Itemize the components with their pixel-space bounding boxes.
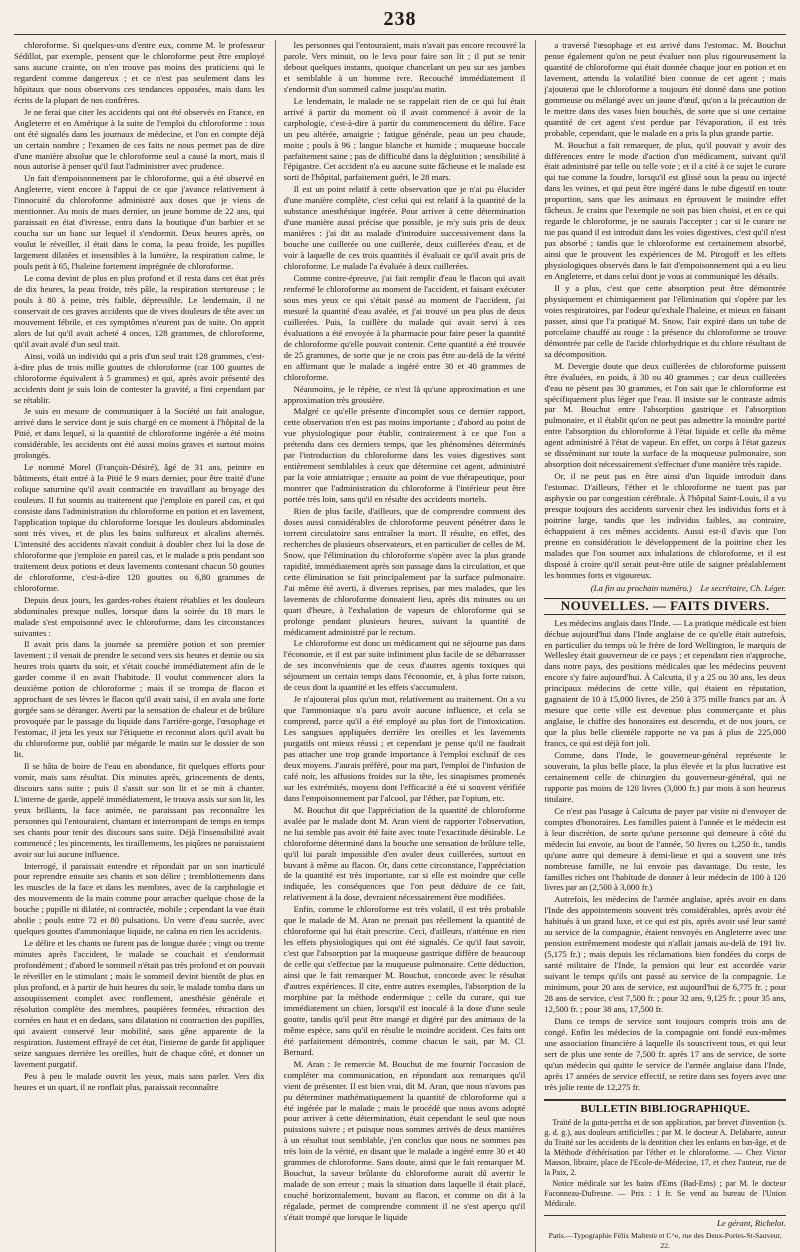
bibliography-title: BULLETIN BIBLIOGRAPHIQUE. xyxy=(544,1099,786,1115)
paragraph: Je n'ajouterai plus qu'un mot, relativement au traitement. On a vu que l'ammoniaque n'a paru avoir aucune influence, et cela se comprend, parce qu'il a été employé au plus fort de l'intoxication. Les sangsues appliquées derrière les oreilles et les lavements purgatifs ont mieux réussi ; et cependant je pense qu'il ne faudrait pas attacher une trop grande importance à l'emploi exclusif de ces deux moyens. J'aurais préféré, pour ma part, l'emploi de l'infusion de café noir, les affusions froides sur la tête, les sinapismes promenés sur les extrémités, moyens dont l'efficacité a été si souvent vérifiée dans l'empoisonnement par l'alcool, par l'éther, par l'opium, etc. xyxy=(284,694,526,804)
paragraph: Malgré ce qu'elle présente d'incomplet sous ce dernier rapport, cette observation n'en est pas moins importante ; d'abord au point de vue physiologique pour établir, contrairement à ce que l'on a prétendu dans ces derniers temps, que les phénomènes déterminés par l'introduction du chloroforme dans les voies digestives sont entièrement semblables à ceux que détermine cet agent, administré par la voie atmiatrique ; ensuite au point de vue thérapeutique, pour montrer que l'administration du chloroforme à l'intérieur peut être portée très loin, sans qu'il en résulte des accidents mortels. xyxy=(284,406,526,505)
section-title: NOUVELLES. — FAITS DIVERS. xyxy=(544,598,786,615)
secretary-signature: Le secrétaire, Ch. Léger. xyxy=(700,583,786,593)
paragraph: a traversé l'œsophage et est arrivé dans l'estomac. M. Bouchut pense également qu'on ne peut évaluer non plus rigoureusement la quantité de chloroforme qui était donnée chaque jour en potion et en lavement, attendu la volatilité bien connue de cet agent ; mais j'ajouterai que le chloroforme a toujours été donné dans une potion gommeuse ou mélangé avec un jaune d'œuf, qu'on a la précaution de le mettre dans des vases bien bouchés, de sorte que si une certaine quantité de cet agent s'est perdue par l'évaporation, il est très probable, cependant, que le malade en a pris la plus grande partie. xyxy=(544,40,786,139)
printer-line: Paris.—Typographie Félix Malteste et C^e, rue des Deux-Portes-St-Sauveur, 22. xyxy=(544,1231,786,1252)
news-paragraph: Comme, dans l'Inde, le gouverneur-général représente le souverain, la plus belle place, la plus élevée et la plus lucrative est certainement celle de chirurgien du gouverneur-général, qui ne rapporte pas moins de 120 livres (3,000 fr.) par mois à son heureux titulaire. xyxy=(544,750,786,805)
paragraph: M. Bouchut dit que l'appréciation de la quantité de chloroforme avalée par le malade dont M. Aran vient de rapporter l'observation, ne lui semble pas avoir été faite avec toute l'exactitude désirable. Le chloroforme déterminé dans la bouche une sensation de brûlure telle, qu'il lui paraît impossible d'en avaler deux cuillerées, surtout en buvant à même au flacon. Or, dans cette circonstance, l'appréciation de la quantité est très importante, car si elle est moindre que celle indiquée, les conséquences que l'on peut déduire de ce fait, relativement à la dose, devraient nécessairement être modifiées. xyxy=(284,805,526,904)
article-columns xyxy=(14,40,786,1078)
news-paragraph: Ce n'est pas l'usage à Calcutta de payer par visite ni d'envoyer de comptes d'honoraires. Les familles paient à l'année et le médecin est à leur discrétion, de sorte qu'une personne qui demeure à côté du médecin lui envoie, au bout de l'année, 50 livres ou 1,250 fr., tandis qu'une autre qui demeure à demi-lieue et qui a souvent une très nombreuse famille, ne lui envoie pas davantage. Du reste, les familles riches ont l'habitude de donner à leur médecin de 100 à 120 livres par an (2,500 à 3,000 fr.) xyxy=(544,806,786,894)
header-rule xyxy=(14,34,786,35)
paragraph: Un fait d'empoisonnement par le chloroforme, qui a été observé en Angleterre, vient encore à l'appui de ce que j'avance relativement à l'innocuité du chloroforme administré aux doses que je viens de mentionner. Au mois de mars dernier, un jeune homme de 22 ans, qui paraissait en état d'ivresse, entra dans la boutique d'un barbier et se coucha sur un banc sur lequel il s'endormit. Deux heures après, on voulut le réveiller, il était dans le coma, la peau froide, les pupilles largement dilatées et insensibles à la lumière, la respiration calme, le pouls petit à 65, l'haleine fortement imprégnée de chloroforme. xyxy=(14,173,265,272)
paragraph: Rien de plus facile, d'ailleurs, que de comprendre comment des doses aussi considérables de chloroforme peuvent pénétrer dans le torrent circulatoire sans entraîner la mort. Il résulte, en effet, des recherches de plusieurs observateurs, et en particulier de celles de M. Snow, que l'élimination du chloroforme s'opère avec la plus grande rapidité, immédiatement après son passage dans la circulation, et que cette élimination se fait principalement par la surface pulmonaire. J'ai même été averti, à diverses reprises, par mes malades, que les lavements de chloroforme donnaient lieu, après dix minutes ou un quart d'heure, à l'exhalation de vapeurs de chloroforme qui se prolonge pendant plusieurs heures, suivant la quantité de médicament administré par le rectum. xyxy=(284,506,526,637)
bibliography-entry: Notice médicale sur les bains d'Ems (Bad-Ems) ; par M. le docteur Faconneau-Dufresne. — Prix : 1 fr. Se vend au bureau de l'Union Médicale. xyxy=(544,1179,786,1209)
paragraph: chloroforme. Si quelques-uns d'entre eux, comme M. le professeur Sédillot, par exemple, pensent que le chloroforme peut être employé sans aucune crainte, on n'en trouve pas moins des praticiens qui le regardent comme dangereux ; et ce n'est pas seulement dans les hôpitaux que nous observons ces tendances opposées, mais dans les écrits de la plupart de nos confrères. xyxy=(14,40,265,106)
paragraph: Interrogé, il paraissait entendre et répondait par un son inarticulé pour reprendre ensuite ses chants et son délire ; tremblottements dans les muscles de la face et dans les membres, avec de la carphologie et des mouvements de la main comme pour arracher quelque chose de la bouche ; pupille ni dilatée, ni contractée, mobile ; cependant la vue était abolie ; pouls entre 72 et 80 pulsations. Un verre d'eau sucrée, avec quelques gouttes d'ammoniaque liquide, ne calma en rien les accidents. xyxy=(14,861,265,938)
paragraph: Il est un point relatif à cette observation que je n'ai pu élucider d'une manière complète, c'est celui qui est relatif à la quantité de la substance anesthésique ingérée. Pour arriver à cette détermination d'une manière aussi précise que possible, je m'y suis pris de deux manières : j'ai dit au malade d'introduire successivement dans la bouche une cuillerée ou une cuillerée, deux cuillerées d'eau, et de voir à laquelle de ces trois quantités il évaluait ce qu'il avait pris de chloroforme. Le malade l'a évaluée à deux cuillerées. xyxy=(284,184,526,272)
paragraph: Enfin, comme le chloroforme est très volatil, il est très probable que le malade de M. Aran ne prenait pas réellement la quantité de chloroforme qui lui était prescrite. Ceci, d'ailleurs, n'atténue en rien les effets physiologiques qui ont été signalés. Ce qu'il faut savoir, c'est que l'absorption par la muqueuse gastrique diffère de beaucoup de celle qui s'effectue par la muqueuse pulmonaire. Cette déduction, ainsi que le fait remarquer M. Bouchut, concorde avec le résultat d'autres expériences. Il cite, entre autres exemples, l'absorption de la morphine par la méthode endermique ; celle du curare, qui tue immédiatement un chien, lorsqu'il est inoculé à la dose d'une seule goutte, tandis qu'il peut être mangé et digéré par des animaux de la même espèce, sans qu'il en résulte le moindre accident. Ces faits ont été parfaitement démontrés, comme chacun le sait, par M. Cl. Bernard. xyxy=(284,904,526,1057)
column-3 xyxy=(535,40,786,1252)
paragraph: Ainsi, voilà un individu qui a pris d'un seul trait 128 grammes, c'est-à-dire plus de trois mille gouttes de chloroforme (car 100 gouttes de chloroforme équivalent à 5 grammes) et qui, après avoir présenté des accidents dont je suis loin de contester la gravité, a fini cependant par se rétablir. xyxy=(14,351,265,406)
news-paragraph: Autrefois, les médecins de l'armée anglaise, après avoir en dans l'Inde des appointements souvent très considérables, après avoir été habitués à un grand luxe, et ce qui est pis, après avoir usé leur santé au service de la compagnie, étaient renvoyés en Angleterre avec une pension extrêmement modeste qui n'allait jamais au-delà de 191 liv. (5,175 fr.) ; mais depuis les réclamations bien fondées du corps de santé militaire de l'Inde, la pension qui leur est accordée varie suivant le temps qu'ils ont passé au service de la compagnie. Le minimum, pour 20 ans de service, est aujourd'hui de 6,775 fr. ; pour 28 ans de service, c'est 7,500 fr. ; pour 32 ans, 9,125 fr. ; pour 35 ans, 12,500 fr. ; pour 38 ans, 17,500 fr. xyxy=(544,894,786,1014)
paragraph: M. Aran : Je remercie M. Bouchut de me fournir l'occasion de compléter ma communication, en répondant aux remarques qu'il vient de présenter. Il est bien vrai, dit M. Aran, que nous n'avons pas pu déterminer mathématiquement la quantité de chloroforme qui a été ingérée par le malade ; mais le procédé que nous avons adopté pour arriver à cette détermination, était cependant le seul que nous puissions suivre ; et puisque nous sommes arrivés de deux manières à un résultat tout semblable, j'en conclus que nous ne sommes pas très loin de la vérité, en disant que le malade a ingéré entre 30 et 40 grammes de chloroforme. Sans doute, ainsi que le fait remarquer M. Bouchut, la saveur brûlante du chloroforme aurait dû avertir le malade de son erreur ; mais la situation dans laquelle il était placé, couché horizontalement, buvant au flacon, et comme on dit à la régalade, permet de comprendre comment il ne s'est aperçu qu'il s'était trompé que lorsque le liquide xyxy=(284,1059,526,1223)
paragraph: Le chloroforme est donc un médicament qui ne séjourne pas dans l'économie, et il est par suite infiniment plus facile de se débarrasser de ses inconvénients que de ceux d'autres agents toxiques qui séjournent un certain temps dans l'économie, et, à plus forte raison, de ceux dont la quantité et les effets s'accumulent. xyxy=(284,638,526,693)
paragraph: Il avait pris dans la journée sa première potion et son premier lavement ; il venait de prendre le second vers six heures et demie ou six heures trois quarts du soir, et s'était couché immédiatement afin de le garder comme il en avait l'habitude. Il voulut commencer alors la deuxième potion de chloroforme ; mais il se trompa de flacon et approchant de ses lèvres le flacon qu'il avait saisi, il en avala une forte gorgée sans se déranger. Averti par la sensation de chaleur et de brûlure provoquée par le passage du liquide dans l'arrière-gorge, l'œsophage et l'estomac, il jeta les yeux sur l'étiquette et reconnut alors qu'il avait bu du chloroforme pur, oublié par mégarde le matin sur le dossier de son lit. xyxy=(14,639,265,759)
gerant-signature: Le gérant, Richelot. xyxy=(544,1215,786,1229)
bibliography xyxy=(544,1118,786,1209)
paragraph: Néanmoins, je le répète, ce n'est là qu'une approximation et une approximation très grossière. xyxy=(284,384,526,406)
news-paragraph: Les médecins anglais dans l'Inde. — La pratique médicale est bien déchue aujourd'hui dans l'Inde anglaise de ce qu'elle était autrefois, en particulier du temps où le frère de lord Wellington, le marquis de Wellesley était gouverneur de ce pays ; et cependant rien n'approche, dans notre pays, des positions médicales que les médecins peuvent encore s'y faire aujourd'hui. À Calcutta, il y a 25 ou 30 ans, les deux principaux médecins de cette ville, qui étaient en réputation, gagnaient de 10 à 15,000 livres, de 250 à 375 mille francs par an. À mesure que cette ville est devenue plus commerçante et plus anglaise, le chiffre des honoraires est descendu, et de nos jours, ce que la plus belle clientèle rapporte ne va pas à plus de 225,000 francs, ce qui est déjà fort joli. xyxy=(544,618,786,749)
paragraph: Le lendemain, le malade ne se rappelait rien de ce qui lui était arrivé à partir du moment où il avait commencé à avoir de la carphologie, c'est-à-dire à partir du commencement du délire. Face un peu altérée, amaigrie ; fatigue générale, peau un peu chaude, moite ; pouls à 96 ; langue blanche et humide ; muqueuse buccale parfaitement saine ; pas de difficulté dans la déglutition ; sensibilité à l'épigastre. Cet accident n'a eu aucune suite fâcheuse et le malade est sorti de l'hôpital, parfaitement guéri, le 28 mars. xyxy=(284,96,526,184)
paragraph: Or, il ne peut pas en être ainsi d'un liquide introduit dans l'estomac. D'ailleurs, l'éther et le chloroforme ne tuent pas par asphyxie ou par congestion cérébrale. À l'hôpital Saint-Louis, il a vu presque toujours des accidents survenir chez les individus forts et à poitrine large, tandis que les individus faibles, au contraire, échappaient à ces mêmes accidents. Aussi est-il d'avis que l'on prenne en considération le développement de la poitrine chez les malades que l'on soumet aux inhalations de chloroforme, et il est disposé à croire qu'il serait peut-être utile de saigner préalablement les hommes forts et vigoureux. xyxy=(544,471,786,581)
paragraph: Depuis deux jours, les gardes-robes étaient rétablies et les douleurs abdominales presque nulles, lorsque dans la soirée du 18 mars le malade s'est empoisonné avec le chloroforme, dans les circonstances suivantes : xyxy=(14,595,265,639)
paragraph: Il y a plus, c'est que cette absorption peut être démontrée physiquement et chimiquement par l'élimination qui s'opère par les voies respiratoires, par l'odeur qu'exhale l'haleine, et mieux en faisant passer, ainsi que l'a pratiqué M. Snow, l'air expiré dans un tube de porcelaine chauffé au rouge : la présence du chloroforme se trouve démontrée par celle de l'acide chlorhydrique et du chlore résultant de sa décomposition. xyxy=(544,283,786,360)
signature-line xyxy=(544,583,786,594)
paragraph: Il se hâta de boire de l'eau en abondance, fit quelques efforts pour vomir, mais sans résultat. Dix minutes après, grincements de dents, discours sans suite ; puis il s'assit sur son lit et se mit à chanter. L'interne de garde, appelé immédiatement, le trouva assis sur son lit, les yeux brillants, la face animée, ne paraissant pas reconnaître les personnes qui l'entouraient, chantant et interrompant de temps en temps ses chants pour tenir des discours sans suite. Déjà l'insensibilité avait commencé ; les pincements, les tiraillements, les piqûres ne paraissaient avoir sur lui aucune influence. xyxy=(14,761,265,860)
paragraph: Peu à peu le malade ouvrit les yeux, mais sans parler. Vers dix heures et un quart, il ne ronflait plus, paraissait reconnaître xyxy=(14,1071,265,1093)
news-paragraph: Dans ce temps de service sont toujours compris trois ans de congé. Enfin les médecins de la compagnie ont fondé eux-mêmes une association financière à laquelle ils souscrivent tous, et qui leur sert de plus une rente de 7,500 fr. après 17 ans de service, de sorte qu'un médecin qui quitte le service de l'armée anglaise dans l'Inde, après 17 années de service effectif, se retire dans ses foyers avec une très jolie rente de 12,275 fr. xyxy=(544,1016,786,1093)
paragraph: Je ne ferai que citer les accidents qui ont été observés en France, en Angleterre et en Amérique à la suite de l'emploi du chloroforme : tous ont été signalés dans les journaux de médecine, et l'on en compte déjà un certain nombre ; l'examen de ces faits ne nous permet pas de dire d'une manière absolue que le chloroforme seul a causé la mort, mais il nous autorise à penser qu'il faut l'administrer avec prudence. xyxy=(14,107,265,173)
column-2 xyxy=(275,40,526,1252)
paragraph: Le délire et les chants ne furent pas de longue durée ; vingt ou trente minutes après l'accident, le malade se couchait et s'endormait profondément ; d'abord le sommeil n'était pas très profond et on pouvait le réveiller en le stimulant ; mais le sommeil devint bientôt de plus en plus profond, et à partir de huit heures du soir, le malade tomba dans un assoupissement complet avec ronflement, anesthésie générale et résolution complète des membres, paupières fermées, rétraction des cornées en haut et en dedans, sans dilatation ni contraction des pupilles, qui avaient conservé leur mobilité, sans gêne apparente de la respiration. Justement effrayé de cet état, l'interne de garde fit appliquer seize sangsues derrière les oreilles, huit de chaque côté, et donner un lavement purgatif. xyxy=(14,938,265,1069)
column-1 xyxy=(14,40,265,1252)
paragraph: les personnes qui l'entouraient, mais n'avait pas encore recouvré la parole. Vers minuit, on le leva pour faire son lit ; il put se tenir debout quelques instants, quoique chancelant un peu sur ses jambes et semblable à un homme ivre. Recouché immédiatement il s'endormit d'un sommeil calme jusqu'au matin. xyxy=(284,40,526,95)
paragraph: M. Bouchut a fait remarquer, de plus, qu'il pouvait y avoir des différences entre le mode d'action d'un médicament, suivant qu'il était administré par telle ou telle voie ; et il a cité à ce sujet le curare qui tue comme la foudre, lorsqu'il est glissé sous la peau ou injecté dans les veines, et qui peut être ingéré dans le tube digestif en toute proportion, sans que les animaux en éprouvent le moindre effet fâcheux. Je crains que l'exemple ne soit pas bien choisi, et en ce qui regarde le chloroforme, je ne saurais l'accepter ; car si le curare ne tue pas quand il est introduit dans les voies digestives, c'est qu'il n'est pas absorbé ; tandis que le chloroforme est certainement absorbé, ainsi que le prouvent les expériences de M. Pirogoff et les effets physiologiques observés dans le fait d'empoisonnement qui a eu lieu en Angleterre, et dans celui dont je vous ai communiqué les détails. xyxy=(544,140,786,282)
paragraph: Le nommé Morel (François-Désiré), âgé de 31 ans, peintre en bâtiments, était entré à la Pitié le 9 mars dernier, pour être traité d'une colique saturnine qu'il avait contractée en travaillant au broyage des couleurs. Il fut soumis au traitement que j'emploie en pareil cas, et qui consiste dans l'administration du chloroforme en potion et en lavement, l'application topique du chloroforme lorsque les douleurs abdominales sont très vives, et de plus les bains sulfureux et alcalins alternés. L'intensité des accidents n'avait conduit à doubler chez lui la dose de chloroforme que j'emploie en pareil cas, et le malade a pris pendant son traitement deux potions et deux lavements contenant chacun 50 gouttes de chloroforme, c'est-à-dire 120 gouttes ou 6,80 grammes de chloroforme. xyxy=(14,462,265,593)
paragraph: Le coma devint de plus en plus profond et il resta dans cet état près de dix heures, la peau froide, très pâle, la respiration stertoreuse ; le pouls à 80 à peine, très faible, dépressible. Le lendemain, il ne conservait de ces graves accidents que de vives douleurs de tête avec un mouvement fébrile, et ces symptômes n'eurent pas de suite. On apprit alors de lui qu'il avait acheté 4 onces, 128 grammes, de chloroforme, qu'il avait avalé d'un seul trait. xyxy=(14,273,265,350)
paragraph: Comme contre-épreuve, j'ai fait remplir d'eau le flacon qui avait renfermé le chloroforme au moment de l'accident, et faisant exécuter sous mes yeux ce qui s'était passé au moment de l'accident, j'ai mesuré la quantité d'eau avalée, et j'ai trouvé un peu plus de deux cuillerées. Puis, la cuillère du malade qui avait servi à ces évaluations a été envoyée à la pharmacie pour faire peser la quantité de chloroforme qu'elle pouvait contenir. Cette quantité a été trouvée de 25 grammes, de sorte que je ne crois pas être au-delà de la vérité en affirmant que le malade a ingéré entre 30 et 40 grammes de chloroforme. xyxy=(284,273,526,383)
paragraph: Je suis en mesure de communiquer à la Société un fait analogue, arrivé dans le service dont je suis chargé en ce moment à l'hôpital de la Pitié, et dans lequel, si la quantité de chloroforme ingérée a été moins considérable, les accidents ont été aussi moins graves et surtout moins prolongés. xyxy=(14,406,265,461)
paragraph: M. Devergie doute que deux cuillerées de chloroforme puissent être évaluées, en poids, à 30 ou 40 grammes ; car deux cuillerées d'eau ne pèsent pas 30 grammes, et l'on sait que le chloroforme est spécifiquement plus léger que l'eau. Il insiste sur le contraste admis par M. Bouchut entre l'absorption gastrique et l'absorption pulmonaire, et il établit qu'on ne peut pas admettre la moindre parité entre l'absorption du chloroforme à l'état liquide et celle du même agent administré à l'état de vapeur. En effet, un corps à l'état gazeux se disséminant sur toute la surface de la muqueuse pulmonaire, son absorption doit nécessairement s'effectuer d'une manière très rapide. xyxy=(544,361,786,471)
continuation-note: (La fin au prochain numéro.) xyxy=(591,583,692,593)
bibliography-entry: Traité de la gutta-percha et de son application, par brevet d'invention (s. g. d. g.), aux douleurs artificielles ; par M. le docteur A. Delabarre, auteur du Traité sur les accidents de la dentition chez les enfants en bas-âge, et de la Méthode d'éthérisation par l'éther et le chloroforme. — Chez Victor Masson, libraire, place de l'Ecole-de-Médecine, 17, et chez l'auteur, rue de la Paix, 2. xyxy=(544,1118,786,1178)
page-number: 238 xyxy=(0,8,800,31)
